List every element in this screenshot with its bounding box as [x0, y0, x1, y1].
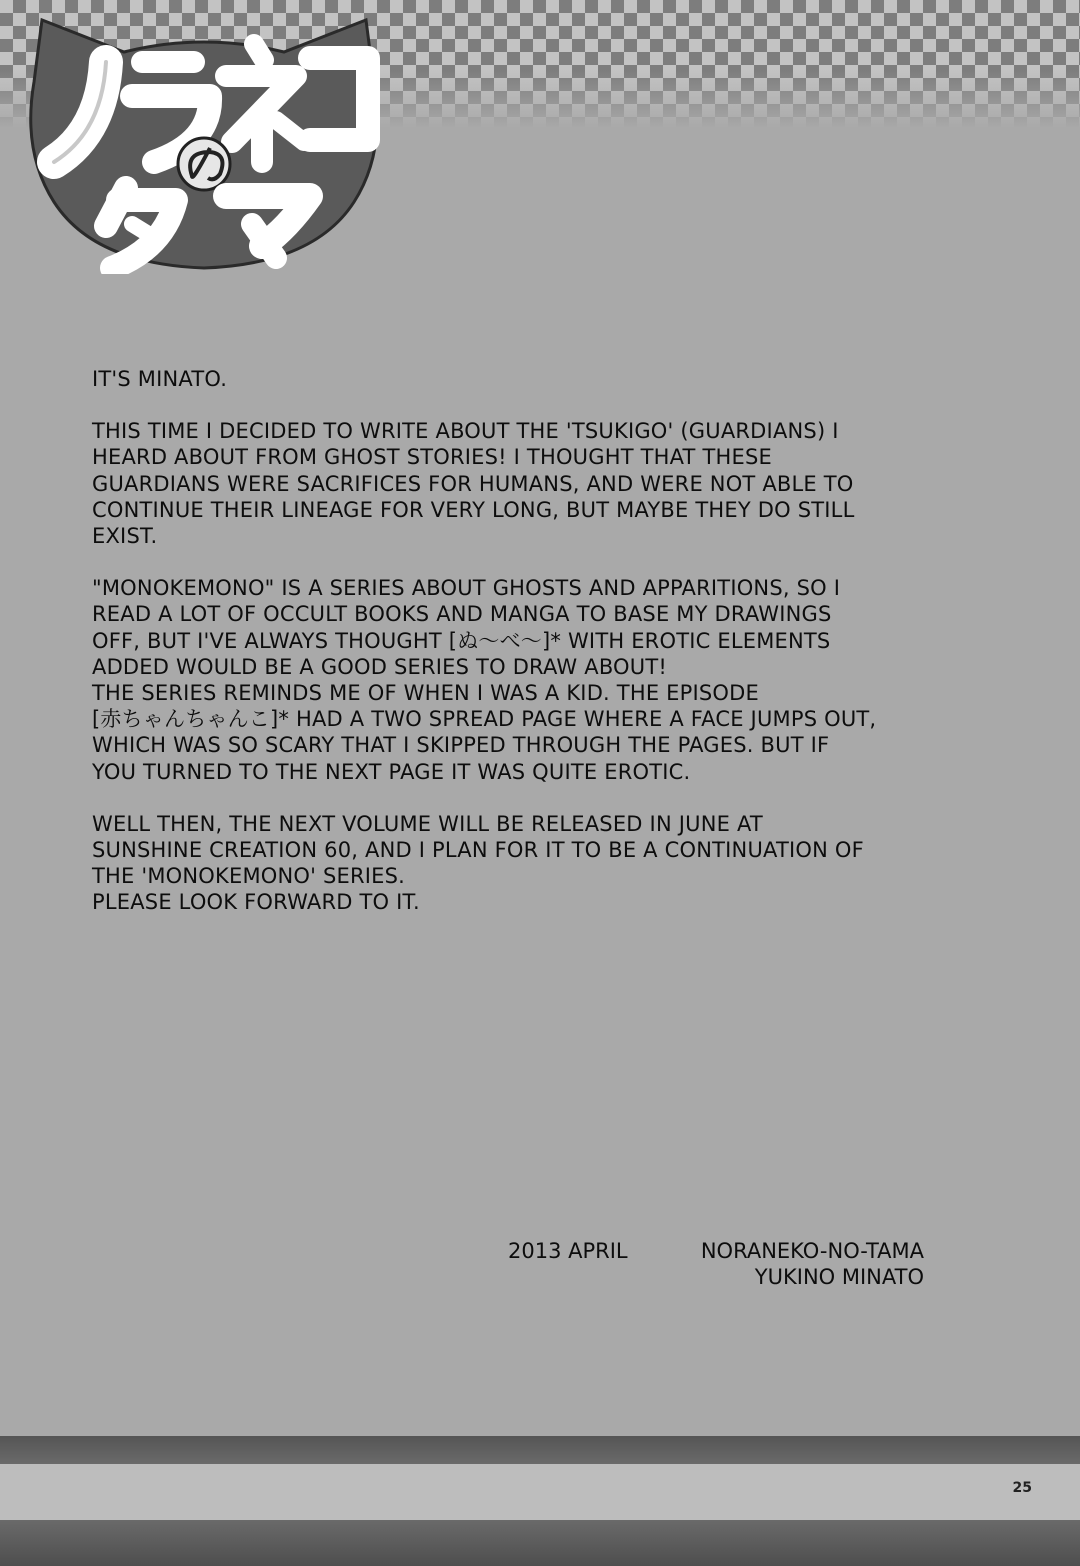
signature-block	[701, 1238, 924, 1290]
footer-band-bottom	[0, 1520, 1080, 1566]
signature-date: 2013 APRIL	[508, 1239, 628, 1263]
signature-author: YUKINO MINATO	[754, 1265, 924, 1289]
footer-band-middle	[0, 1464, 1080, 1520]
page-number: 25	[1012, 1480, 1032, 1496]
paragraph-next-volume: WELL THEN, THE NEXT VOLUME WILL BE RELEASED IN JUNE AT SUNSHINE CREATION 60, AND I PLAN FOR IT TO BE A CONTINUATION OF THE 'MONOKEMONO' SERIES. PLEASE LOOK FORWARD TO IT.	[92, 811, 864, 915]
paragraph-tsukigo: THIS TIME I DECIDED TO WRITE ABOUT THE 'TSUKIGO' (GUARDIANS) I HEARD ABOUT FROM GHOST STORIES! I THOUGHT THAT THESE GUARDIANS WERE SACRIFICES FOR HUMANS, AND WERE NOT ABLE TO CONTINUE THEIR LINEAGE FOR VERY LONG, BUT MAYBE THEY DO STILL EXIST.	[92, 419, 855, 549]
noraneko-no-tama-logo	[14, 12, 394, 274]
paragraph-monokemono: "MONOKEMONO" IS A SERIES ABOUT GHOSTS AND APPARITIONS, SO I READ A LOT OF OCCULT BOOKS AND MANGA TO BASE MY DRAWINGS OFF, BUT I'VE ALWAYS THOUGHT [ぬ～べ～]* WITH EROTIC ELEMENTS ADDED WOULD BE A GOOD SERIES TO DRAW ABOUT! THE SERIES REMINDS ME OF WHEN I WAS A KID. THE EPISODE [赤ちゃんちゃんこ]* HAD A TWO SPREAD PAGE WHERE A FACE JUMPS OUT, WHICH WAS SO SCARY THAT I SKIPPED THROUGH THE PAGES. BUT IF YOU TURNED TO THE NEXT PAGE IT WAS QUITE EROTIC.	[92, 576, 877, 784]
signature-circle: NORANEKO-NO-TAMA	[700, 1239, 924, 1263]
paragraph-greeting: IT'S MINATO.	[92, 367, 228, 391]
afterword-body	[92, 366, 932, 942]
footer-band-top	[0, 1436, 1080, 1464]
